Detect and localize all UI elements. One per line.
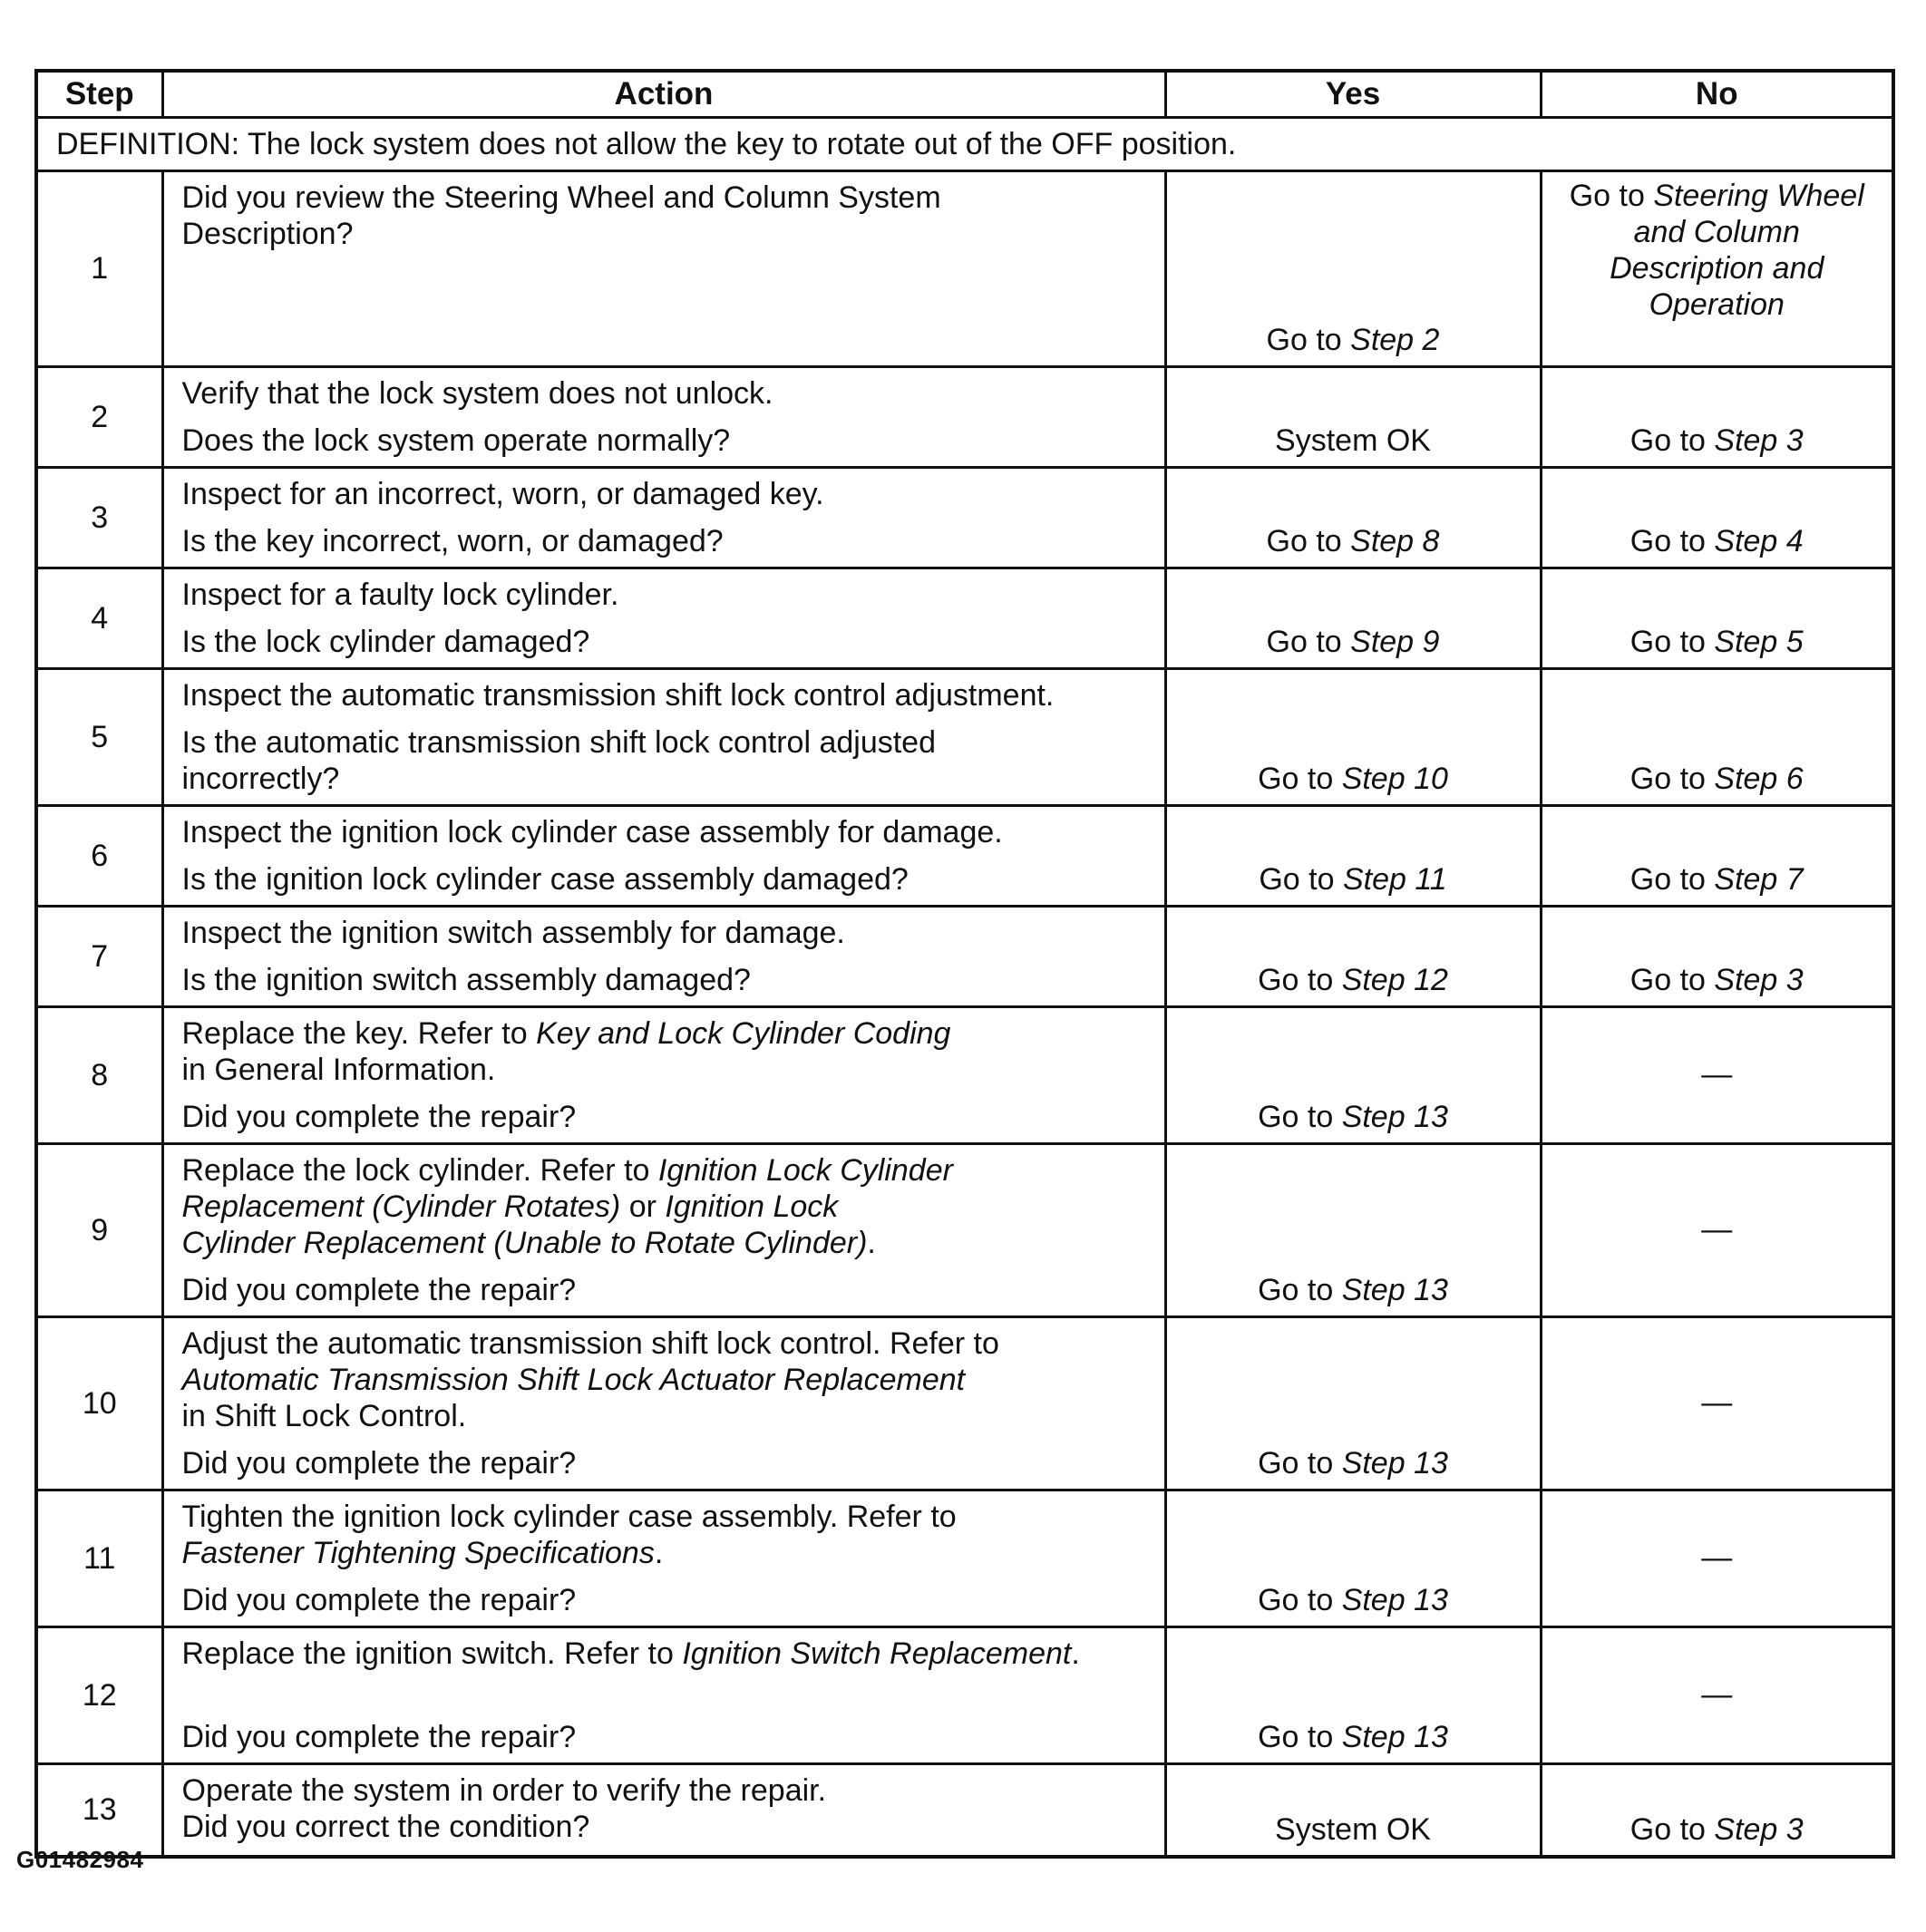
yes-cell [1165, 669, 1541, 806]
yes-cell [1165, 1007, 1541, 1144]
action-ref-link[interactable]: Ignition Lock Cylinder [657, 1153, 953, 1188]
action-text: in General Information. [181, 1053, 496, 1087]
question-text: Did you complete the repair? [181, 1720, 577, 1754]
action-text: Description? [181, 217, 354, 251]
no-step-link[interactable]: Step 3 [1714, 423, 1804, 458]
no-ref-link[interactable]: Description and [1610, 251, 1824, 286]
yes-cell: System OK [1165, 1764, 1541, 1857]
yes-step-link[interactable]: Step 10 [1341, 762, 1448, 796]
yes-prefix: Go to [1258, 1273, 1342, 1307]
no-cell: — [1541, 1490, 1893, 1627]
yes-prefix: Go to [1258, 1720, 1342, 1754]
step-number: 10 [36, 1317, 162, 1490]
header-row [36, 71, 1893, 118]
action-cell [162, 1317, 1165, 1490]
action-cell [162, 1764, 1165, 1857]
action-ref-link[interactable]: Fastener Tightening Specifications [181, 1536, 655, 1570]
action-text: Tighten the ignition lock cylinder case assembly. Refer to [181, 1500, 957, 1534]
header-action: Action [162, 71, 1165, 118]
action-text: Adjust the automatic transmission shift lock control. Refer to [181, 1326, 999, 1361]
yes-prefix: Go to [1259, 862, 1343, 897]
step-number: 4 [36, 568, 162, 669]
definition-text: DEFINITION: The lock system does not allow the key to rotate out of the OFF position. [36, 118, 1893, 171]
no-cell [1541, 806, 1893, 907]
no-ref-link[interactable]: Steering Wheel [1653, 179, 1864, 213]
table-row [36, 1317, 1893, 1490]
yes-step-link[interactable]: Step 11 [1342, 862, 1447, 897]
yes-cell [1165, 568, 1541, 669]
action-text: Replace the lock cylinder. Refer to [181, 1153, 658, 1188]
table-row [36, 468, 1893, 568]
action-ref-link[interactable]: Ignition Lock [665, 1189, 839, 1224]
yes-prefix: Go to [1266, 524, 1351, 558]
step-number: 8 [36, 1007, 162, 1144]
step-number: 1 [36, 171, 162, 367]
action-text: Replace the key. Refer to [181, 1016, 537, 1051]
action-ref-link[interactable]: Ignition Switch Replacement [682, 1636, 1072, 1671]
step-number: 7 [36, 907, 162, 1007]
no-prefix: Go to [1629, 423, 1715, 458]
header-yes: Yes [1165, 71, 1541, 118]
no-prefix: Go to [1629, 625, 1715, 659]
action-ref-link[interactable]: Replacement (Cylinder Rotates) [181, 1189, 621, 1224]
figure-id: G01482984 [16, 1846, 144, 1873]
question-text: Is the automatic transmission shift lock control adjusted [181, 725, 936, 760]
no-step-link[interactable]: Step 3 [1714, 1811, 1804, 1847]
no-cell: — [1541, 1007, 1893, 1144]
action-cell [162, 367, 1165, 468]
no-step-link[interactable]: Step 5 [1714, 625, 1804, 659]
action-text: . [867, 1226, 876, 1260]
yes-prefix: Go to [1266, 625, 1351, 659]
action-cell [162, 568, 1165, 669]
yes-step-link[interactable]: Step 9 [1350, 625, 1440, 659]
action-text: . [1071, 1636, 1080, 1671]
yes-prefix: Go to [1258, 963, 1342, 997]
no-ref-link[interactable]: and Column [1633, 215, 1800, 249]
step-number: 3 [36, 468, 162, 568]
no-cell [1541, 468, 1893, 568]
action-text: or [620, 1189, 666, 1224]
yes-cell [1165, 907, 1541, 1007]
yes-prefix: Go to [1258, 1583, 1342, 1617]
table-row [36, 806, 1893, 907]
question-text: incorrectly? [181, 762, 340, 796]
action-cell [162, 1627, 1165, 1764]
question-text: Did you correct the condition? [181, 1810, 590, 1844]
table-row [36, 1007, 1893, 1144]
no-cell: — [1541, 1144, 1893, 1317]
question-text: Did you complete the repair? [181, 1583, 577, 1617]
definition-row [36, 118, 1893, 171]
yes-step-link[interactable]: Step 8 [1350, 524, 1440, 558]
yes-cell [1165, 1144, 1541, 1317]
action-ref-link[interactable]: Automatic Transmission Shift Lock Actuator Replacement [181, 1363, 966, 1397]
action-cell [162, 468, 1165, 568]
action-text: Replace the ignition switch. Refer to [181, 1636, 683, 1671]
yes-step-link[interactable]: Step 13 [1341, 1446, 1448, 1481]
yes-prefix: Go to [1266, 323, 1351, 357]
no-cell: — [1541, 1317, 1893, 1490]
yes-cell [1165, 1490, 1541, 1627]
action-ref-link[interactable]: Key and Lock Cylinder Coding [536, 1016, 951, 1051]
table-row [36, 669, 1893, 806]
question-text: Is the key incorrect, worn, or damaged? [181, 524, 724, 558]
question-text: Is the ignition switch assembly damaged? [181, 963, 751, 997]
yes-cell [1165, 1317, 1541, 1490]
yes-step-link[interactable]: Step 13 [1341, 1720, 1448, 1754]
action-text: Operate the system in order to verify the repair. [181, 1773, 827, 1808]
table-row [36, 907, 1893, 1007]
action-text: Did you review the Steering Wheel and Column System [181, 180, 941, 215]
step-number: 6 [36, 806, 162, 907]
step-number: 13 [36, 1764, 162, 1857]
action-ref-link[interactable]: Cylinder Replacement (Unable to Rotate Cylinder) [181, 1226, 868, 1260]
no-step-link[interactable]: Step 7 [1714, 862, 1804, 897]
no-prefix: Go to [1569, 179, 1654, 213]
action-cell [162, 907, 1165, 1007]
question-text: Is the lock cylinder damaged? [181, 625, 590, 659]
table-row [36, 1144, 1893, 1317]
diagnostic-table [34, 69, 1895, 1859]
yes-cell: System OK [1165, 367, 1541, 468]
table-row [36, 568, 1893, 669]
yes-step-link[interactable]: Step 12 [1341, 963, 1448, 997]
header-no: No [1541, 71, 1893, 118]
yes-prefix: Go to [1258, 1446, 1342, 1481]
no-step-link[interactable]: Step 4 [1714, 524, 1804, 558]
action-cell [162, 669, 1165, 806]
question-text: Did you complete the repair? [181, 1446, 577, 1481]
action-text: Inspect the ignition lock cylinder case assembly for damage. [181, 815, 1003, 849]
yes-step-link[interactable]: Step 13 [1341, 1100, 1448, 1134]
question-text: Did you complete the repair? [181, 1273, 577, 1307]
no-cell [1541, 669, 1893, 806]
table-row [36, 171, 1893, 367]
action-text: Inspect the ignition switch assembly for damage. [181, 916, 845, 950]
no-ref-link[interactable]: Operation [1649, 287, 1785, 322]
no-prefix: Go to [1629, 963, 1715, 997]
yes-step-link[interactable]: Step 2 [1350, 323, 1440, 357]
yes-cell [1165, 171, 1541, 367]
action-text: . [654, 1536, 664, 1570]
yes-step-link[interactable]: Step 13 [1341, 1273, 1448, 1307]
question-text: Is the ignition lock cylinder case assembly damaged? [181, 862, 909, 897]
yes-prefix: Go to [1258, 1100, 1342, 1134]
action-text: Inspect for an incorrect, worn, or damaged key. [181, 477, 824, 511]
no-cell [1541, 171, 1893, 367]
no-prefix: Go to [1629, 862, 1715, 897]
yes-cell [1165, 1627, 1541, 1764]
table-row [36, 1764, 1893, 1857]
action-cell [162, 1007, 1165, 1144]
no-step-link[interactable]: Step 3 [1714, 963, 1804, 997]
yes-cell [1165, 468, 1541, 568]
header-step: Step [36, 71, 162, 118]
step-number: 9 [36, 1144, 162, 1317]
yes-cell [1165, 806, 1541, 907]
question-text: Does the lock system operate normally? [181, 423, 731, 458]
no-prefix: Go to [1629, 1811, 1715, 1847]
table-row [36, 1627, 1893, 1764]
action-cell [162, 806, 1165, 907]
yes-prefix: Go to [1258, 762, 1342, 796]
no-cell [1541, 907, 1893, 1007]
no-cell: — [1541, 1627, 1893, 1764]
action-text: in Shift Lock Control. [181, 1399, 467, 1433]
no-cell [1541, 568, 1893, 669]
action-text: Verify that the lock system does not unlock. [181, 376, 773, 411]
step-number: 5 [36, 669, 162, 806]
table-row [36, 367, 1893, 468]
step-number: 11 [36, 1490, 162, 1627]
yes-step-link[interactable]: Step 13 [1341, 1583, 1448, 1617]
no-cell [1541, 1764, 1893, 1857]
action-cell [162, 171, 1165, 367]
no-step-link[interactable]: Step 6 [1714, 762, 1804, 796]
action-text: Inspect for a faulty lock cylinder. [181, 578, 619, 612]
no-cell [1541, 367, 1893, 468]
table-row [36, 1490, 1893, 1627]
no-prefix: Go to [1629, 524, 1715, 558]
step-number: 2 [36, 367, 162, 468]
action-text: Inspect the automatic transmission shift lock control adjustment. [181, 678, 1055, 713]
question-text: Did you complete the repair? [181, 1100, 577, 1134]
action-cell [162, 1144, 1165, 1317]
step-number: 12 [36, 1627, 162, 1764]
no-prefix: Go to [1629, 762, 1715, 796]
action-cell [162, 1490, 1165, 1627]
